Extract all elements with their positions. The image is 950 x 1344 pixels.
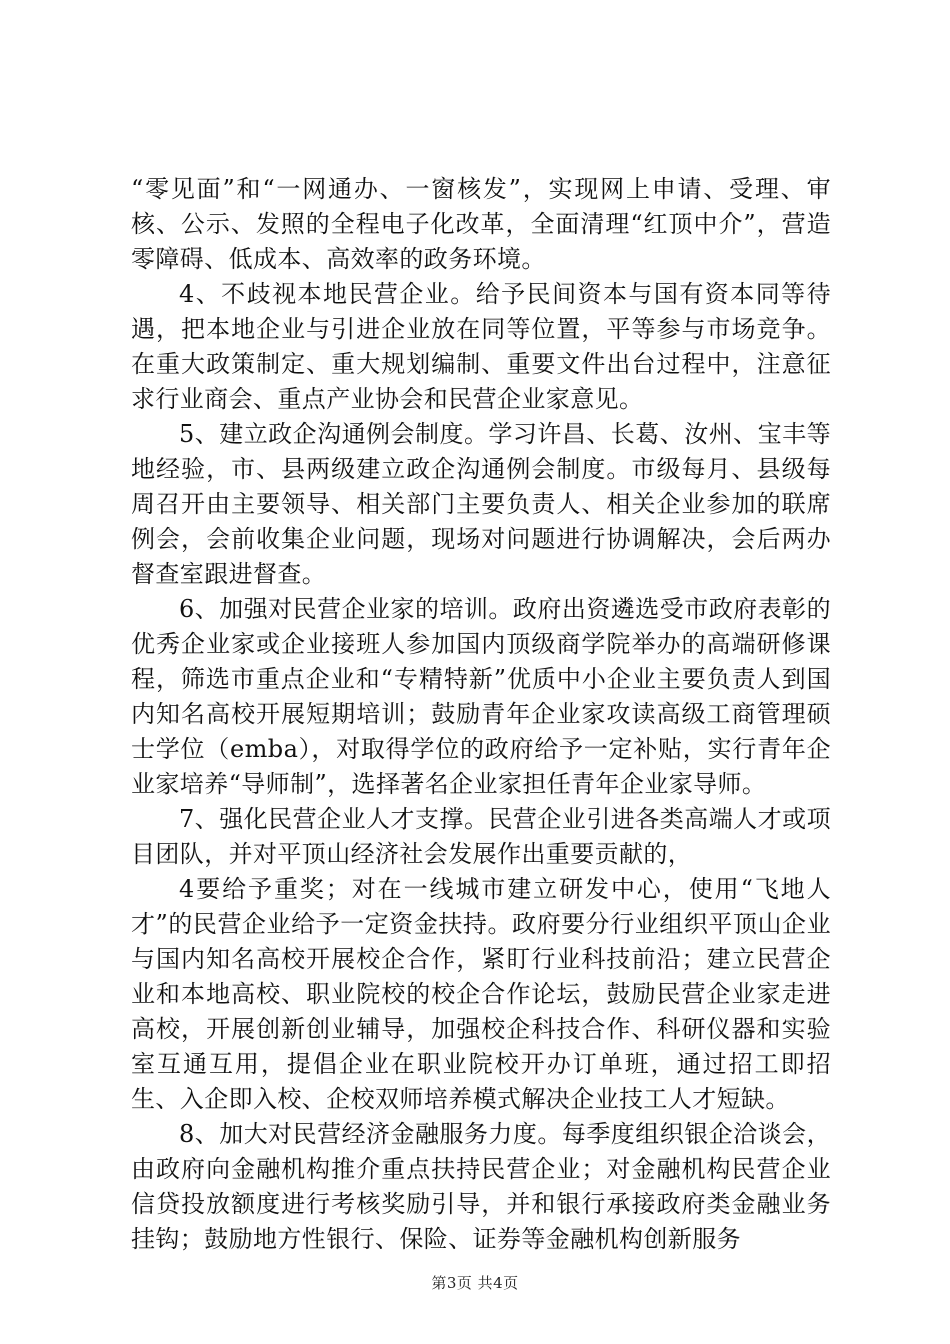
paragraph-item-6: 6、加强对民营企业家的培训。政府出资遴选受市政府表彰的优秀企业家或企业接班人参加国内顶级商学院举办的高端研修课程，筛选市重点企业和“专精特新”优质中小企业主要负责人到国内知名高校开展短期培训；鼓励青年企业家攻读高级工商管理硕士学位（emba），对取得学位的政府给予一定补贴，实行青年企业家培养“导师制”，选择著名企业家担任青年企业家导师。 [131,595,831,798]
page-number-footer: 第3页 共4页 [431,1274,519,1292]
paragraph-item-7: 7、强化民营企业人才支撑。民营企业引进各类高端人才或项目团队，并对平顶山经济社会发展作出重要贡献的， [131,805,831,868]
document-body [131,172,831,1257]
paragraph-item-5: 5、建立政企沟通例会制度。学习许昌、长葛、汝州、宝丰等地经验，市、县两级建立政企沟通例会制度。市级每月、县级每周召开由主要领导、相关部门主要负责人、相关企业参加的联席例会，会前收集企业问题，现场对问题进行协调解决，会后两办督查室跟进督查。 [131,420,831,588]
paragraph-item-4: 4、不歧视本地民营企业。给予民间资本与国有资本同等待遇，把本地企业与引进企业放在同等位置，平等参与市场竞争。在重大政策制定、重大规划编制、重要文件出台过程中，注意征求行业商会、重点产业协会和民营企业家意见。 [131,280,831,413]
paragraph-item-7-continued: 4要给予重奖；对在一线城市建立研发中心，使用“飞地人才”的民营企业给予一定资金扶持。政府要分行业组织平顶山企业与国内知名高校开展校企合作，紧盯行业科技前沿；建立民营企业和本地高校、职业院校的校企合作论坛，鼓励民营企业家走进高校，开展创新创业辅导，加强校企科技合作、科研仪器和实验室互通互用，提倡企业在职业院校开办订单班，通过招工即招生、入企即入校、企校双师培养模式解决企业技工人才短缺。 [131,875,831,1113]
paragraph-item-8: 8、加大对民营经济金融服务力度。每季度组织银企洽谈会，由政府向金融机构推介重点扶持民营企业；对金融机构民营企业信贷投放额度进行考核奖励引导，并和银行承接政府类金融业务挂钩；鼓励地方性银行、保险、证券等金融机构创新服务 [131,1120,831,1253]
paragraph-continuation: “零见面”和“一网通办、一窗核发”，实现网上申请、受理、审核、公示、发照的全程电子化改革，全面清理“红顶中介”，营造零障碍、低成本、高效率的政务环境。 [131,175,831,273]
